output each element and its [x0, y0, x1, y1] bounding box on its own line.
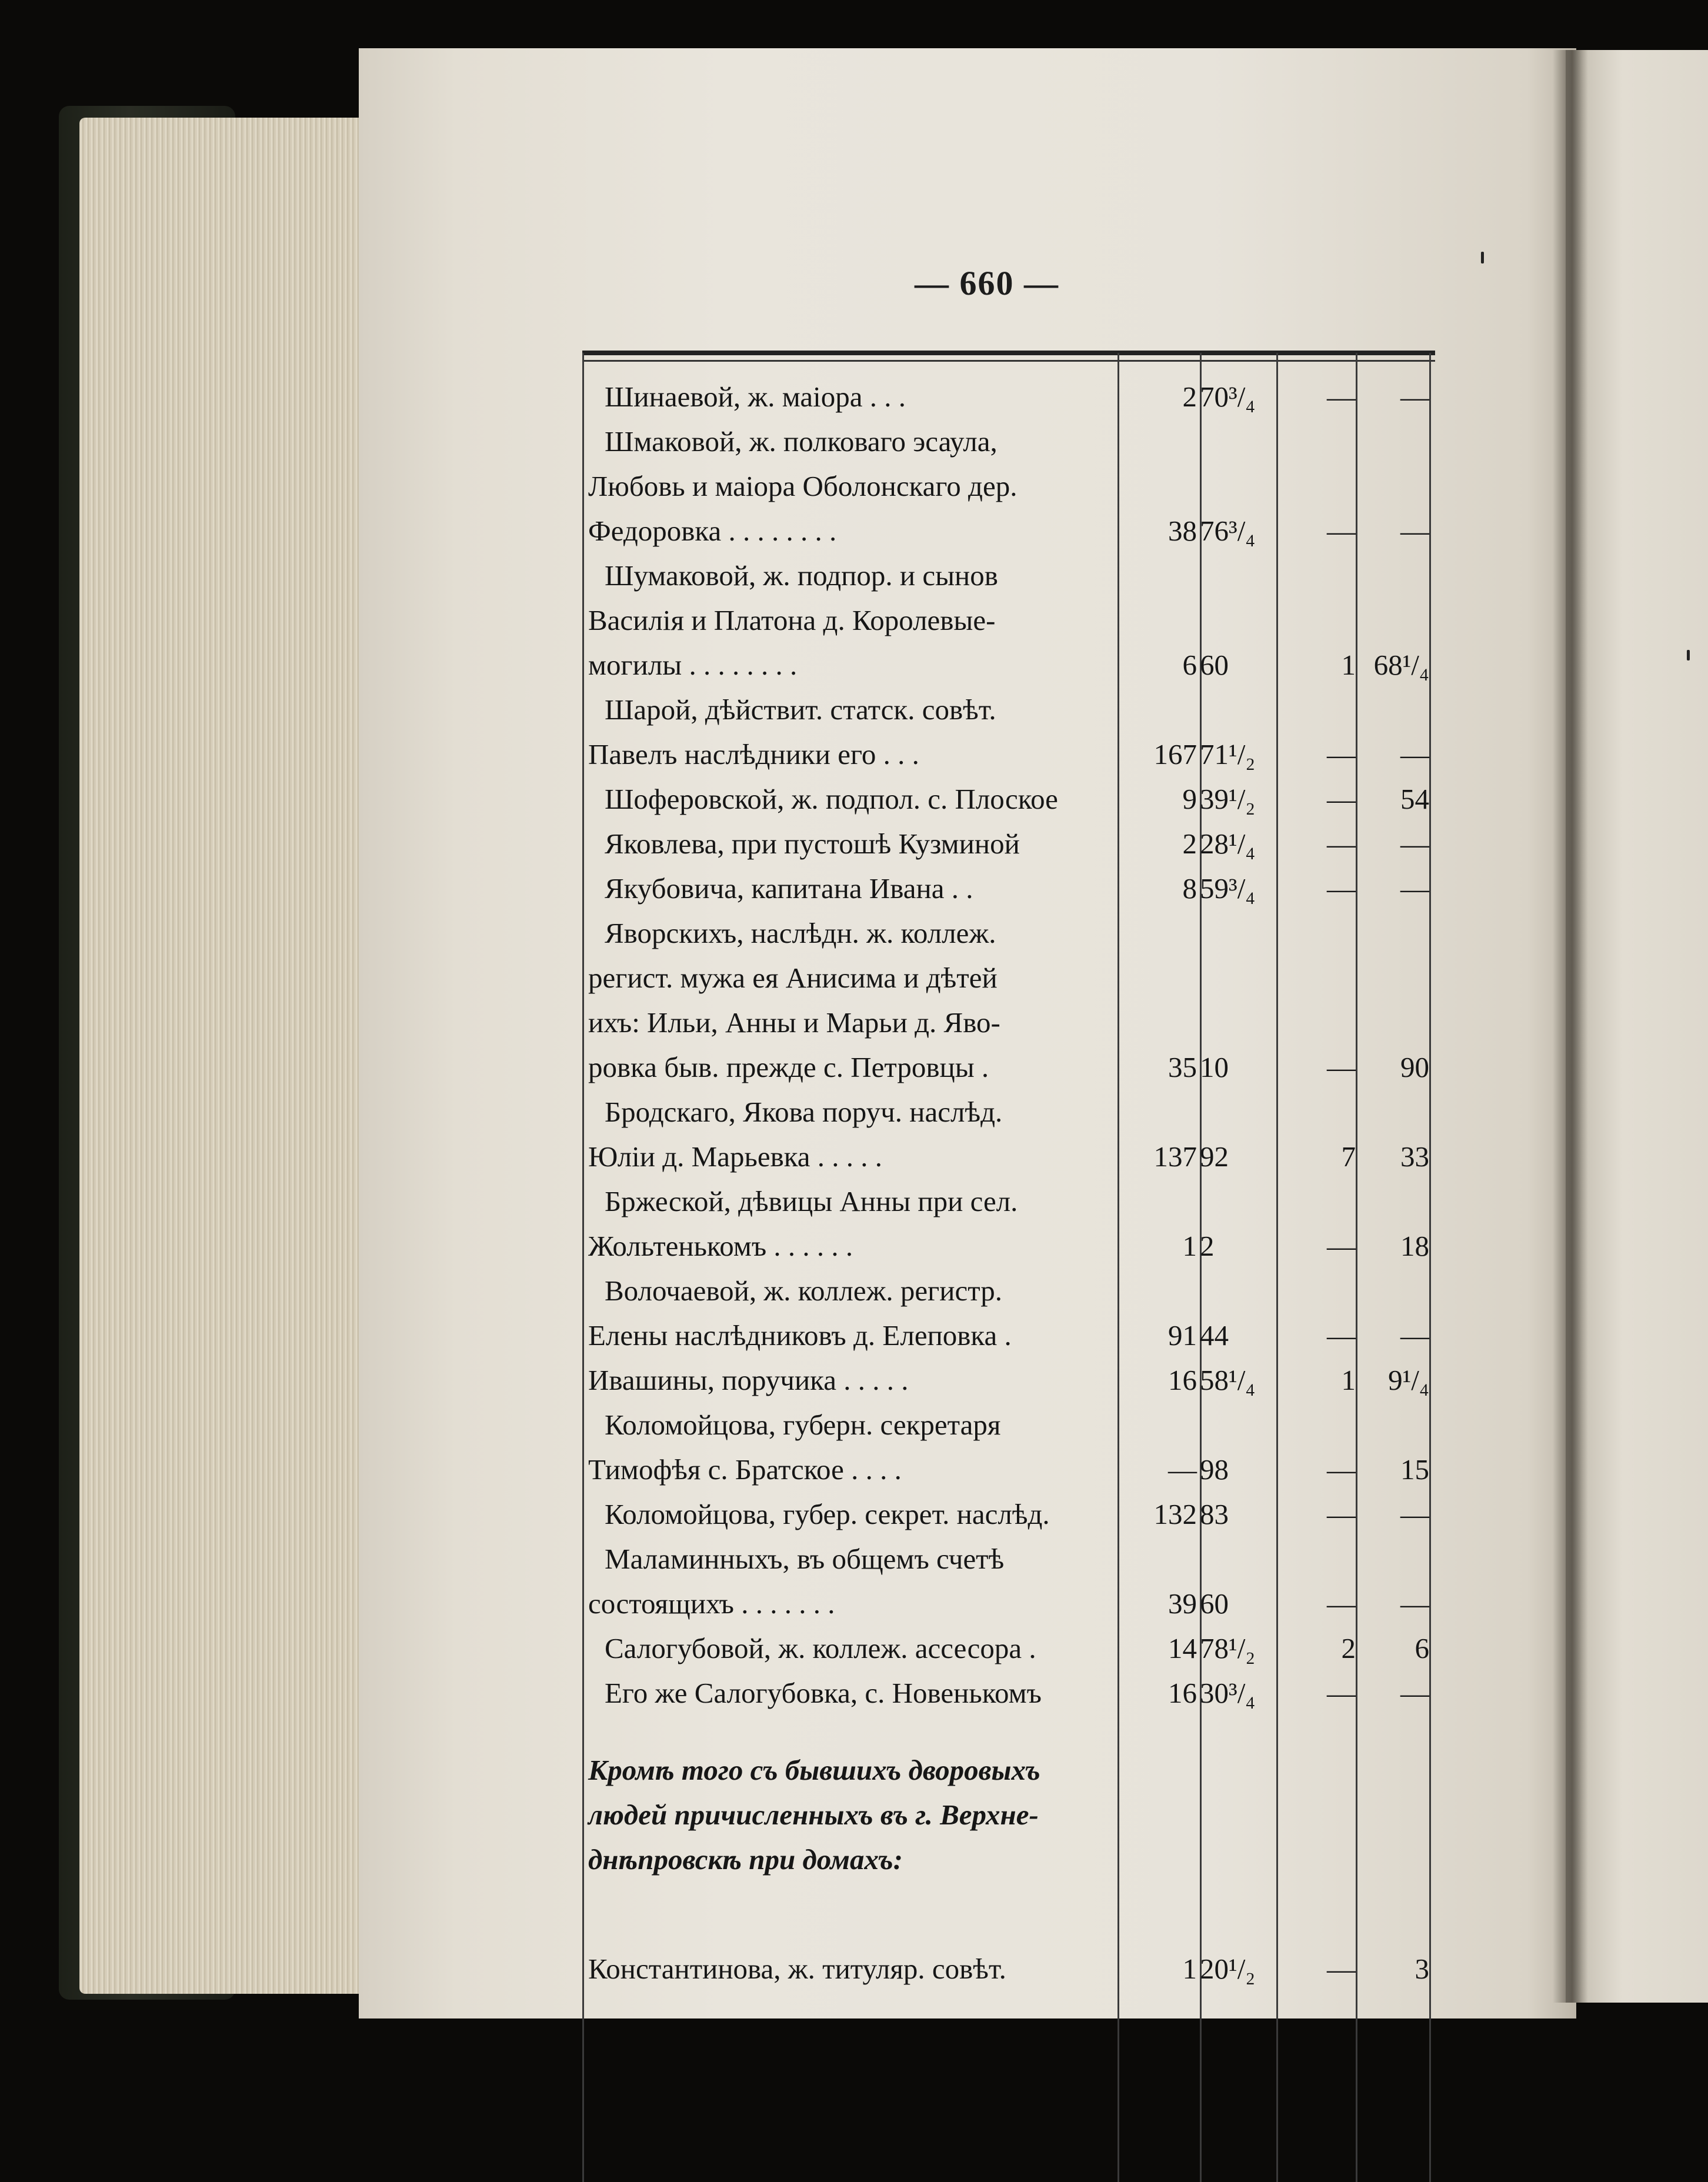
- cell-c4: —: [1400, 515, 1429, 547]
- row-text: Юліи д. Марьевка . . . . .: [588, 1140, 883, 1173]
- page-number: — 660 —: [915, 264, 1059, 302]
- page-edges: [79, 118, 373, 1994]
- cell-c4: —: [1400, 1587, 1429, 1620]
- cell-c3: 1: [1341, 649, 1356, 681]
- row-text: Павелъ наслѣдники его . . .: [588, 738, 919, 770]
- row-text: Бржеской, дѣвицы Анны при сел.: [605, 1185, 1018, 1217]
- cell-c1: 2: [1182, 828, 1197, 860]
- row-text: людей причисленныхъ въ г. Верхне-: [588, 1799, 1039, 1831]
- row-text: Коломойцова, губерн. секретаря: [605, 1409, 1001, 1441]
- cell-c3: —: [1327, 381, 1356, 413]
- row-text: Коломойцова, губер. секрет. наслѣд.: [605, 1498, 1050, 1530]
- cell-c2: 58¹/₄: [1200, 1364, 1256, 1396]
- cell-c1: 35: [1168, 1051, 1197, 1083]
- cell-c1: 39: [1168, 1587, 1197, 1620]
- row-text: регист. мужа ея Анисима и дѣтей: [588, 962, 998, 994]
- row-text: Шарой, дѣйствит. статск. совѣт.: [605, 693, 996, 726]
- table-left-border: [582, 353, 584, 2182]
- cell-c4: 15: [1400, 1453, 1429, 1486]
- cell-c2: 28¹/₄: [1200, 828, 1256, 860]
- cell-c1: 16: [1168, 1677, 1197, 1709]
- cell-c2: 59³/₄: [1200, 872, 1256, 905]
- row-text: Ивашины, поручика . . . . .: [588, 1364, 909, 1396]
- cell-c1: 9: [1182, 783, 1197, 815]
- cell-c1: 14: [1168, 1632, 1197, 1664]
- row-text: ихъ: Ильи, Анны и Марьи д. Яво-: [588, 1006, 1000, 1039]
- cell-c3: —: [1327, 1587, 1356, 1620]
- cell-c4: 9¹/₄: [1388, 1364, 1429, 1396]
- row-text: Его же Салогубовка, с. Новенькомъ: [605, 1677, 1042, 1709]
- cell-c3: —: [1327, 1051, 1356, 1083]
- table-top-rule-thin: [582, 360, 1435, 362]
- cell-c2: 71¹/₂: [1200, 738, 1256, 770]
- cell-c3: —: [1327, 1677, 1356, 1709]
- cell-c2: 20¹/₂: [1200, 1953, 1256, 1985]
- cell-c4: 6: [1415, 1632, 1429, 1664]
- row-text: Яворскихъ, наслѣдн. ж. коллеж.: [605, 917, 996, 949]
- cell-c1: 16: [1168, 1364, 1197, 1396]
- cell-c4: —: [1400, 1677, 1429, 1709]
- cell-c1: 167: [1153, 738, 1197, 770]
- table-top-rule: [582, 351, 1435, 355]
- row-text: Салогубовой, ж. коллеж. ассесора .: [605, 1632, 1036, 1664]
- cell-c3: —: [1327, 828, 1356, 860]
- cell-c4: 68¹/₄: [1373, 649, 1429, 681]
- row-text: Елены наслѣдниковъ д. Елеповка .: [588, 1319, 1012, 1352]
- row-text: Шумаковой, ж. подпор. и сынов: [605, 559, 998, 592]
- column-divider: [1200, 353, 1202, 2182]
- cell-c3: —: [1327, 1453, 1356, 1486]
- cell-c1: 38: [1168, 515, 1197, 547]
- cell-c3: 2: [1341, 1632, 1356, 1664]
- cell-c3: —: [1327, 783, 1356, 815]
- row-text: Любовь и маіора Оболонскаго дер.: [588, 470, 1018, 502]
- cell-c3: —: [1327, 1953, 1356, 1985]
- cell-c3: 7: [1341, 1140, 1356, 1173]
- cell-c1: —: [1168, 1453, 1197, 1486]
- cell-c3: —: [1327, 1498, 1356, 1530]
- cell-c2: 92: [1200, 1140, 1229, 1173]
- cell-c3: —: [1327, 738, 1356, 770]
- cell-c4: —: [1400, 1498, 1429, 1530]
- row-text: Маламинныхъ, въ общемъ счетѣ: [605, 1543, 1005, 1575]
- table-right-border: [1429, 353, 1431, 2182]
- cell-c4: 90: [1400, 1051, 1429, 1083]
- cell-c1: 6: [1182, 649, 1197, 681]
- row-text: Кромѣ того съ бывшихъ дворовыхъ: [588, 1754, 1040, 1786]
- row-text: могилы . . . . . . . .: [588, 649, 798, 681]
- row-text: Федоровка . . . . . . . .: [588, 515, 837, 547]
- cell-c3: —: [1327, 515, 1356, 547]
- cell-c2: 70³/₄: [1200, 381, 1256, 413]
- cell-c2: 60: [1200, 1587, 1229, 1620]
- cell-c4: —: [1400, 1319, 1429, 1352]
- cell-c1: 91: [1168, 1319, 1197, 1352]
- cell-c2: 44: [1200, 1319, 1229, 1352]
- cell-c2: 30³/₄: [1200, 1677, 1256, 1709]
- cell-c3: 1: [1341, 1364, 1356, 1396]
- row-text: Бродскаго, Якова поруч. наслѣд.: [605, 1096, 1003, 1128]
- row-text: Василія и Платона д. Королевые-: [588, 604, 996, 636]
- row-text: Шинаевой, ж. маіора . . .: [605, 381, 906, 413]
- cell-c1: 1: [1182, 1953, 1197, 1985]
- cell-c2: 78¹/₂: [1200, 1632, 1256, 1664]
- cell-c3: —: [1327, 872, 1356, 905]
- cell-c4: —: [1400, 828, 1429, 860]
- cell-c2: 83: [1200, 1498, 1229, 1530]
- cell-c4: 33: [1400, 1140, 1429, 1173]
- cell-c2: 10: [1200, 1051, 1229, 1083]
- row-text: Константинова, ж. титуляр. совѣт.: [588, 1953, 1006, 1985]
- cell-c4: —: [1400, 738, 1429, 770]
- ink-speck: [1481, 252, 1484, 263]
- cell-c4: 18: [1400, 1230, 1429, 1262]
- row-text: Шоферовской, ж. подпол. с. Плоское: [605, 783, 1058, 815]
- cell-c2: 39¹/₂: [1200, 783, 1256, 815]
- row-text: Тимофѣя с. Братское . . . .: [588, 1453, 902, 1486]
- row-text: Шмаковой, ж. полковаго эсаула,: [605, 425, 998, 458]
- cell-c1: 137: [1153, 1140, 1197, 1173]
- cell-c1: 2: [1182, 381, 1197, 413]
- ink-speck: [1687, 650, 1690, 660]
- row-text: ровка быв. прежде с. Петровцы .: [588, 1051, 989, 1083]
- row-text: Якубовича, капитана Ивана . .: [605, 872, 973, 905]
- row-text: состоящихъ . . . . . . .: [588, 1587, 835, 1620]
- column-divider: [1356, 353, 1357, 2182]
- cell-c1: 8: [1182, 872, 1197, 905]
- row-text: Волочаевой, ж. коллеж. регистр.: [605, 1274, 1002, 1307]
- cell-c2: 2: [1200, 1230, 1215, 1262]
- cell-c4: 54: [1400, 783, 1429, 815]
- cell-c4: —: [1400, 381, 1429, 413]
- cell-c1: 1: [1182, 1230, 1197, 1262]
- row-text: Яковлева, при пустошѣ Кузминой: [605, 828, 1020, 860]
- cell-c2: 98: [1200, 1453, 1229, 1486]
- column-divider: [1117, 353, 1119, 2182]
- cell-c2: 60: [1200, 649, 1229, 681]
- cell-c3: —: [1327, 1230, 1356, 1262]
- cell-c2: 76³/₄: [1200, 515, 1256, 547]
- cell-c4: 3: [1415, 1953, 1429, 1985]
- book-gutter: [1553, 50, 1588, 2003]
- cell-c4: —: [1400, 872, 1429, 905]
- row-text: днѣпровскѣ при домахъ:: [588, 1843, 903, 1876]
- column-divider: [1276, 353, 1278, 2182]
- cell-c3: —: [1327, 1319, 1356, 1352]
- row-text: Жольтенькомъ . . . . . .: [588, 1230, 853, 1262]
- cell-c1: 132: [1153, 1498, 1197, 1530]
